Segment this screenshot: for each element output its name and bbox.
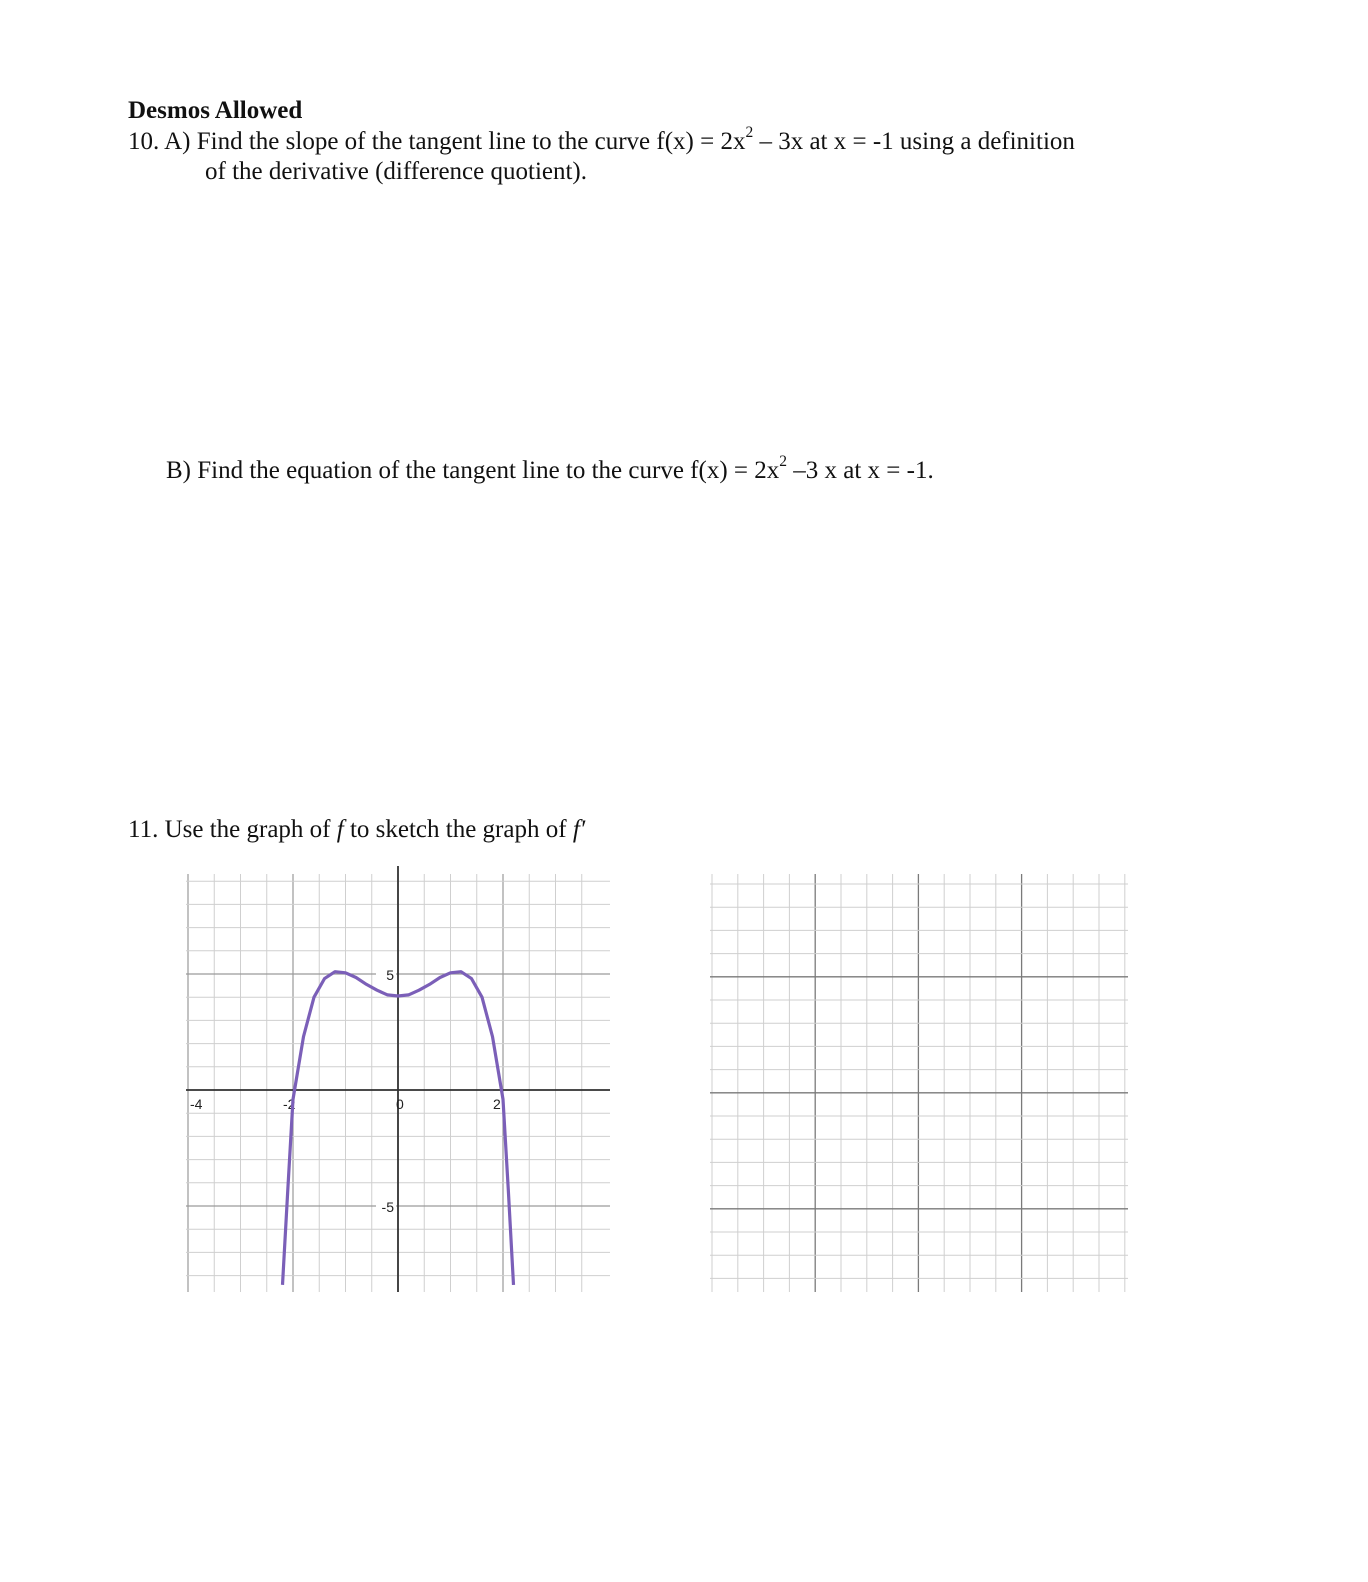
question-10-part-b [166,453,934,485]
part-a-text-1: Find the slope of the tangent line to the curve f(x) = 2x [196,128,746,155]
x-tick-label: -4 [190,1096,203,1112]
question-10-number: 10. [128,128,160,155]
graph-of-f [186,866,610,1292]
part-b-exponent: 2 [779,453,787,471]
function-f-prime: f′ [572,816,586,843]
x-tick-label: -2 [283,1096,296,1112]
part-b-text-1: Find the equation of the tangent line to the curve f(x) = 2x [197,457,780,484]
question-11-number: 11. [128,816,159,843]
question-10-part-a [128,124,1075,156]
part-b-text-2: –3 x at x = -1. [787,457,934,484]
y-tick-label: 5 [386,967,394,983]
part-a-text-2: – 3x at x = -1 using a definition [753,128,1075,155]
question-11 [128,816,585,844]
function-f: f [336,816,344,843]
graph-f-axes [186,866,610,1292]
part-a-label: A) [164,128,191,155]
question-11-text-1: Use the graph of [164,816,337,843]
x-tick-label: 0 [396,1096,404,1112]
question-11-text-2: to sketch the graph of [343,816,573,843]
blank-graph-for-f-prime[interactable] [710,874,1128,1292]
x-tick-label: 2 [493,1096,501,1112]
part-b-label: B) [166,457,191,484]
question-10-part-a-continuation: of the derivative (difference quotient). [205,158,588,185]
y-tick-label: -5 [381,1199,394,1215]
section-heading: Desmos Allowed [128,97,303,124]
blank-graph-grid [710,874,1128,1292]
part-a-exponent: 2 [745,124,754,142]
